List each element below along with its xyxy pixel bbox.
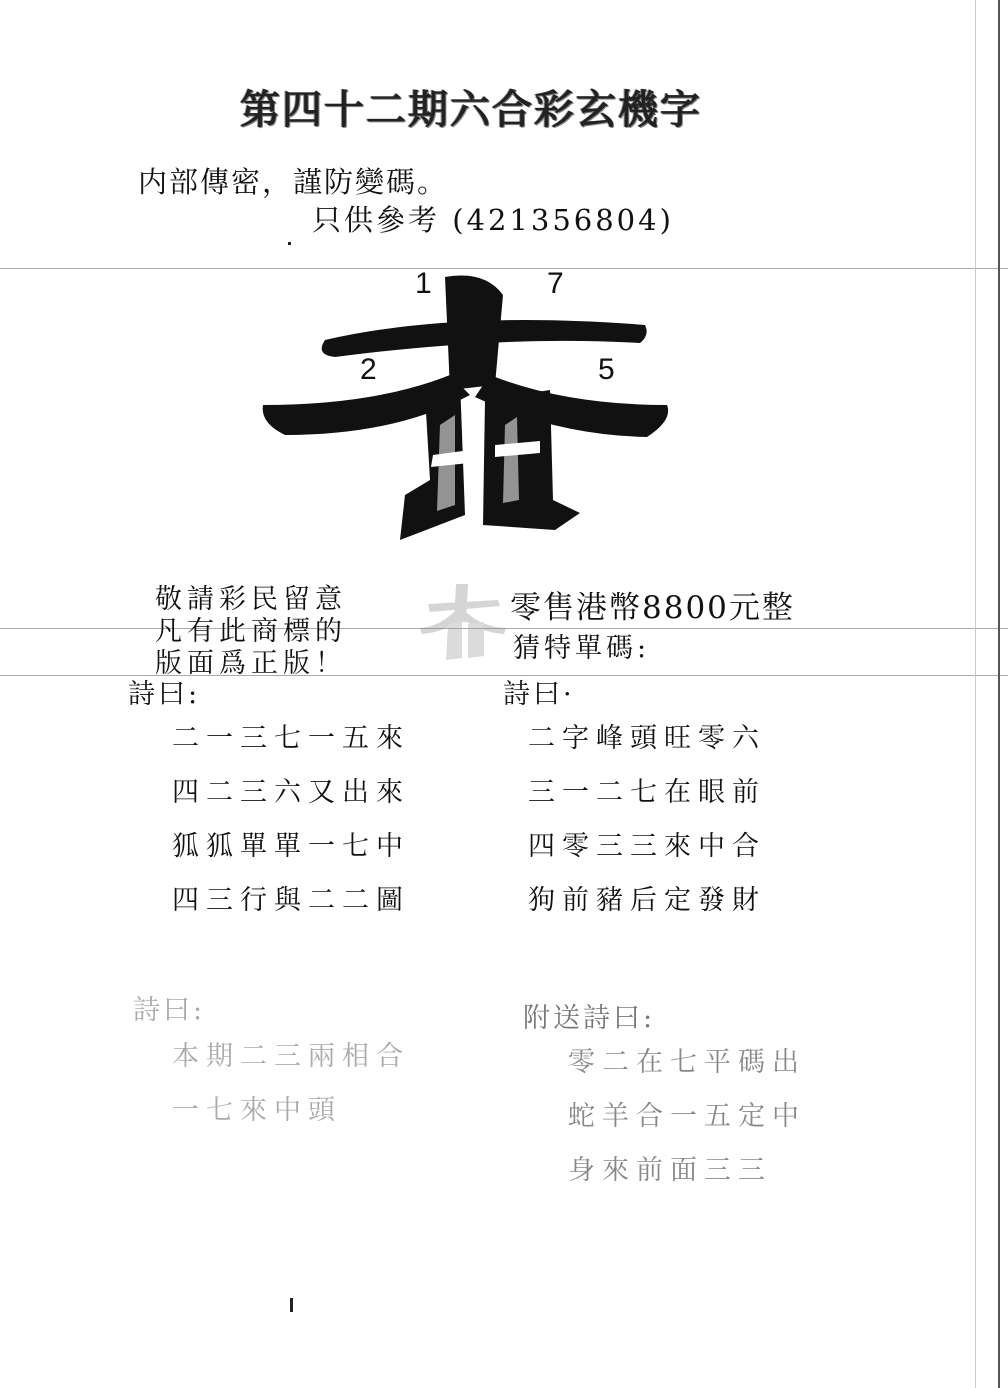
faded-poem-right: [568, 1036, 806, 1252]
faded-poem-line: 一七來中頭: [172, 1095, 342, 1126]
faded-poem-left: [172, 1030, 410, 1246]
poem-line: 三一二七在眼前: [528, 777, 766, 808]
logo-number: 1: [415, 267, 432, 300]
faded-poem-line: 本期二三兩相合: [172, 1041, 410, 1072]
faded-poem-line: 身來前面三三: [568, 1155, 772, 1186]
trademark-notice: [155, 584, 347, 680]
faded-poem-line: [568, 1198, 806, 1252]
poem-line: 四三行與二二圖: [172, 885, 410, 916]
poem-line: 四零三三來中合: [528, 831, 766, 862]
faded-heading-right: 附送詩曰:: [523, 1003, 656, 1034]
poem-line: 狐狐單單一七中: [172, 831, 410, 862]
poem-line: 四二三六又出來: [172, 777, 410, 808]
poem-left: [172, 712, 410, 928]
faded-logo-icon: [418, 582, 508, 662]
logo-number: 7: [547, 267, 564, 300]
logo-number: 5: [598, 353, 615, 386]
faded-poem-line: [172, 1138, 410, 1192]
trademark-notice-line: 敬請彩民留意: [155, 584, 347, 615]
reference-line: 只供參考 (421356804): [312, 203, 674, 237]
logo-number: 2: [360, 353, 377, 386]
retail-price: 零售港幣8800元整: [510, 590, 795, 626]
faded-heading-left: 詩曰:: [133, 995, 206, 1026]
poem-right: [528, 712, 766, 928]
scan-mark: [288, 242, 291, 245]
poem-line: 二一三七一五來: [172, 723, 410, 754]
faded-poem-line: [172, 1192, 410, 1246]
guess-label: 猜特單碼:: [513, 633, 651, 664]
scan-edge: [975, 0, 976, 1388]
page-title: 第四十二期六合彩玄機字: [240, 86, 702, 133]
logo-graphic: [255, 265, 675, 555]
scan-edge: [998, 0, 1000, 1388]
poem-heading-left: 詩曰:: [128, 679, 201, 710]
scan-mark: [290, 1298, 293, 1312]
poem-line: 狗前豬后定發財: [528, 885, 766, 916]
trademark-notice-line: 凡有此商標的: [155, 616, 347, 647]
poem-line: 二字峰頭旺零六: [528, 723, 766, 754]
confidential-notice: 内部傳密，謹防變碼。: [138, 165, 449, 199]
trademark-notice-line: 版面爲正版！: [155, 648, 347, 679]
faded-poem-line: 蛇羊合一五定中: [568, 1101, 806, 1132]
logo-glyph: [255, 265, 675, 555]
faded-poem-line: 零二在七平碼出: [568, 1047, 806, 1078]
poem-heading-right: 詩曰·: [503, 679, 575, 710]
